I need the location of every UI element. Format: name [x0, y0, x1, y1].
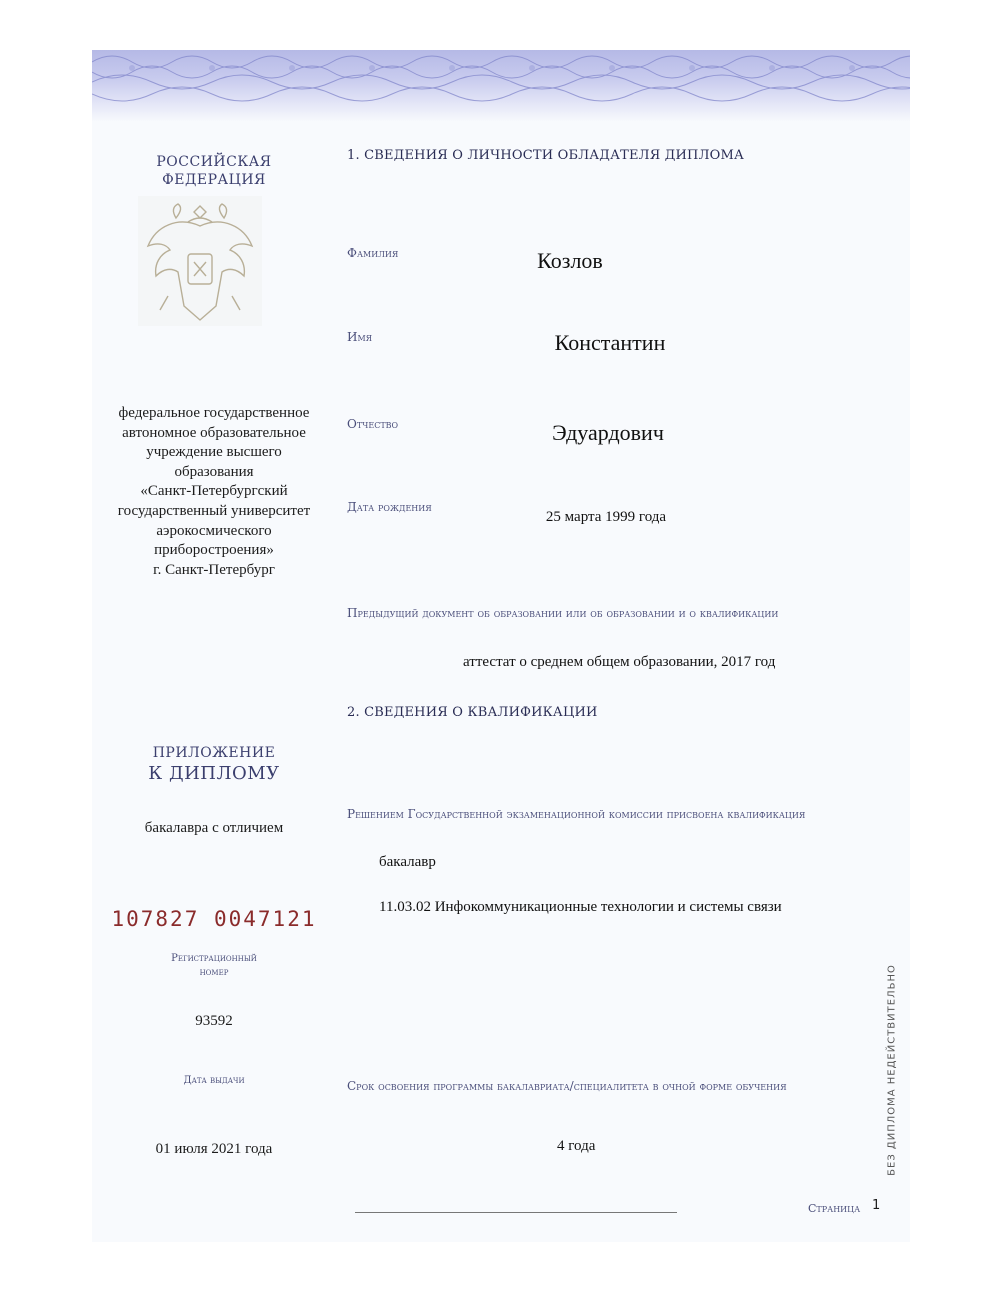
appendix-line-2: К ДИПЛОМУ [148, 763, 280, 784]
country-title [104, 153, 324, 189]
surname-label: Фамилия [347, 246, 399, 260]
reg-label-line-1: Регистрационный [171, 953, 257, 964]
qualification-value: бакалавр [379, 854, 436, 870]
reg-number: 93592 [195, 1013, 233, 1029]
institution-line: федеральное государственное [118, 405, 310, 421]
section-1-title: 1. СВЕДЕНИЯ О ЛИЧНОСТИ ОБЛАДАТЕЛЯ ДИПЛОМА [347, 148, 745, 163]
institution-line: учреждение высшего [146, 444, 282, 461]
appendix-title [104, 744, 324, 786]
prev-doc-label: Предыдущий документ об образовании или об образовании и о квалификации [347, 606, 779, 620]
page-number: 1 [872, 1198, 881, 1213]
term-label: Срок освоения программы бакалавриата/специалитета в очной форме обучения [347, 1079, 787, 1093]
institution-line: г. Санкт-Петербург [153, 561, 275, 578]
coat-of-arms-icon [138, 196, 262, 326]
country-line-1: РОССИЙСКАЯ [156, 154, 272, 170]
country-line-2: ФЕДЕРАЦИЯ [162, 172, 266, 188]
prev-doc-value: аттестат о среднем общем образовании, 2017 год [463, 654, 776, 670]
institution-line: аэрокосмического [156, 522, 272, 539]
serial-number: 107827 0047121 [111, 907, 317, 931]
reg-label-line-2: номер [199, 967, 229, 978]
institution-line: приборостроения» [154, 542, 274, 559]
security-pattern-band [92, 50, 910, 122]
institution-line: «Санкт-Петербургский [140, 483, 288, 500]
issue-date-label: Дата выдачи [183, 1075, 245, 1086]
section-2-title: 2. СВЕДЕНИЯ О КВАЛИФИКАЦИИ [347, 705, 598, 720]
birth-date-label: Дата рождения [347, 500, 432, 514]
name-value: Константин [554, 330, 666, 355]
birth-date-value: 25 марта 1999 года [545, 509, 667, 525]
page-label: Страница [808, 1202, 861, 1215]
institution-name [104, 404, 324, 580]
specialty-value: 11.03.02 Инфокоммуникационные технологии и системы связи [379, 899, 782, 915]
institution-line: образования [174, 463, 254, 480]
validity-side-note: БЕЗ ДИПЛОМА НЕДЕЙСТВИТЕЛЬНО [886, 964, 898, 1176]
patronymic-value: Эдуардович [552, 420, 664, 445]
appendix-line-1: ПРИЛОЖЕНИЕ [152, 745, 276, 761]
patronymic-label: Отчество [347, 417, 399, 431]
issue-date: 01 июля 2021 года [155, 1141, 273, 1157]
diploma-type: бакалавра с отличием [144, 820, 284, 836]
institution-line: государственный университет [117, 502, 311, 519]
reg-number-label [104, 952, 324, 980]
name-label: Имя [347, 330, 373, 344]
term-value: 4 года [557, 1138, 596, 1154]
signature-line [355, 1212, 677, 1213]
decision-label: Решением Государственной экзаменационной комиссии присвоена квалификация [347, 807, 806, 821]
surname-value: Козлов [537, 248, 603, 273]
institution-line: автономное образовательное [122, 424, 306, 441]
